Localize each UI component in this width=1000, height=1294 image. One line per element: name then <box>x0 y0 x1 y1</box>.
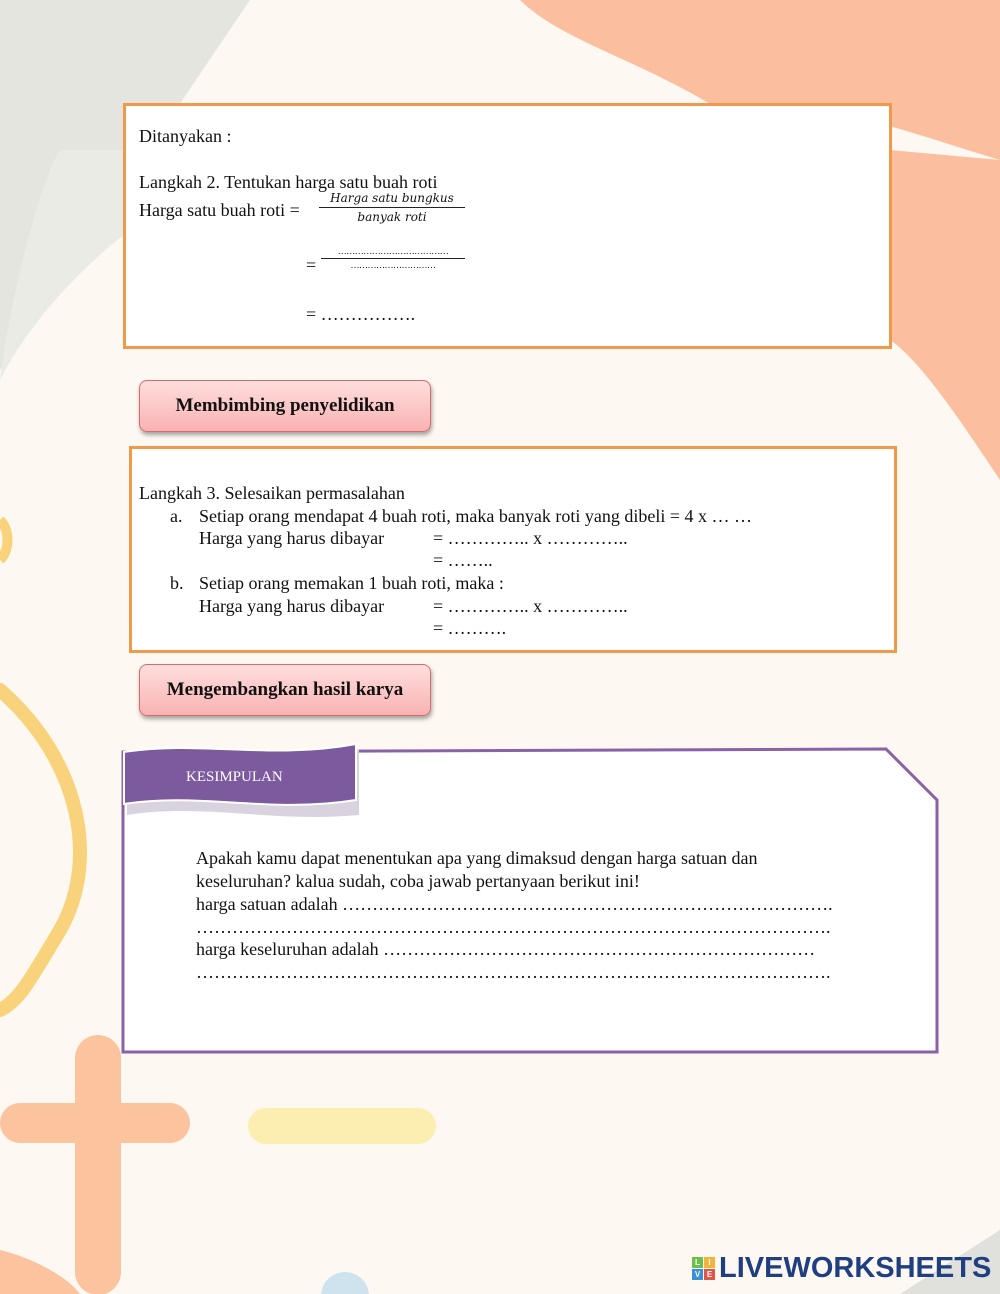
harga-keseluruhan-answer-field[interactable]: harga keseluruhan adalah ……………………………………………………………… <box>196 939 816 959</box>
membimbing-penyelidikan-label: Membimbing penyelidikan <box>139 380 431 432</box>
ditanyakan-title: Ditanyakan : <box>139 126 232 146</box>
harga-satuan-answer-field[interactable]: harga satuan adalah ………………………………………………………………………. <box>196 894 833 914</box>
logo-icon <box>692 1257 715 1280</box>
item-a-price-equation[interactable]: = ………….. x ………….. <box>433 528 628 548</box>
item-b-result[interactable]: = ………. <box>433 618 507 638</box>
item-a-marker: a. <box>170 506 183 526</box>
mengembangkan-hasil-karya-label: Mengembangkan hasil karya <box>139 664 431 716</box>
logo-letter-e: E <box>704 1269 715 1280</box>
kesimpulan-question-line1: Apakah kamu dapat menentukan apa yang dimaksud dengan harga satuan dan <box>196 848 758 868</box>
langkah3-heading: Langkah 3. Selesaikan permasalahan <box>139 483 405 503</box>
blank-fraction-numerator[interactable]: ………………………………… <box>337 246 449 256</box>
item-a-price-label: Harga yang harus dibayar <box>199 528 385 548</box>
logo-letter-v: V <box>692 1269 703 1280</box>
logo-letter-i: I <box>704 1257 715 1268</box>
result-answer-field[interactable]: = ……………. <box>306 304 416 324</box>
fraction-denominator: banyak roti <box>357 210 427 224</box>
item-b-marker: b. <box>170 573 184 593</box>
liveworksheets-logo <box>692 1252 991 1285</box>
kesimpulan-title: KESIMPULAN <box>186 769 283 785</box>
fraction-numerator: Harga satu bungkus <box>330 191 454 205</box>
logo-letter-l: L <box>692 1257 703 1268</box>
step2-heading: Langkah 2. Tentukan harga satu buah roti <box>139 172 438 192</box>
item-b-price-label: Harga yang harus dibayar <box>199 596 385 616</box>
item-a-result[interactable]: = …….. <box>433 550 493 570</box>
blank-fraction-equals: = <box>306 255 317 275</box>
kesimpulan-question-line2: keseluruhan? kalua sudah, coba jawab pertanyaan berikut ini! <box>196 871 640 891</box>
blank-fraction-denominator[interactable]: ………………………… <box>350 260 436 270</box>
logo-text: LIVEWORKSHEETS <box>719 1252 992 1284</box>
formula-label: Harga satu buah roti = <box>139 200 300 220</box>
harga-keseluruhan-answer-continuation[interactable]: ……………………………………………………………………………………………. <box>196 962 831 982</box>
harga-satuan-answer-continuation[interactable]: ……………………………………………………………………………………………. <box>196 917 831 937</box>
item-a-text[interactable]: Setiap orang mendapat 4 buah roti, maka banyak roti yang dibeli = 4 x … … <box>199 506 753 526</box>
item-b-price-equation[interactable]: = ………….. x ………….. <box>433 596 628 616</box>
item-b-text: Setiap orang memakan 1 buah roti, maka : <box>199 573 504 593</box>
